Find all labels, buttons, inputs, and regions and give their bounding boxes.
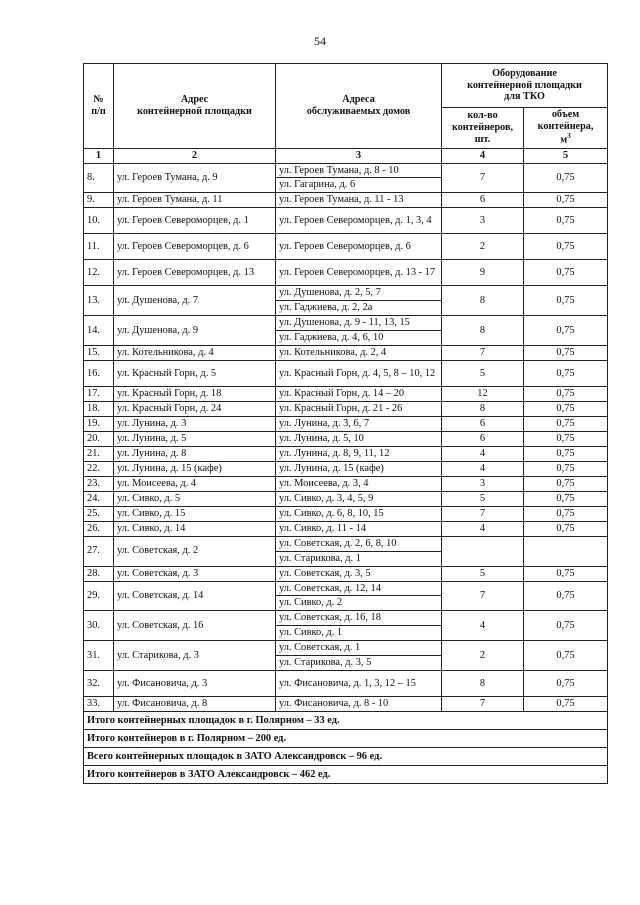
served-house-address: ул. Лунина, д. 5, 10 bbox=[276, 431, 442, 446]
header-served-addresses: Адреса обслуживаемых домов bbox=[276, 64, 442, 149]
served-house-address: ул. Лунина, д. 3, 6, 7 bbox=[276, 417, 442, 432]
container-volume: 0,75 bbox=[524, 581, 608, 611]
served-house-address: ул. Сивко, д. 2 bbox=[276, 596, 442, 611]
served-house-address: ул. Сивко, д. 1 bbox=[276, 626, 442, 641]
container-count: 8 bbox=[442, 286, 524, 316]
container-count: 3 bbox=[442, 476, 524, 491]
table-row bbox=[84, 193, 608, 208]
container-count: 4 bbox=[442, 461, 524, 476]
header-num: № п/п bbox=[84, 64, 114, 149]
served-house-address: ул. Советская, д. 2, 6, 8, 10 bbox=[276, 536, 442, 551]
served-house-address: ул. Советская, д. 12, 14 bbox=[276, 581, 442, 596]
served-house-address: ул. Героев Североморцев, д. 13 - 17 bbox=[276, 260, 442, 286]
row-number: 27. bbox=[84, 536, 114, 566]
container-count: 2 bbox=[442, 641, 524, 671]
row-number: 30. bbox=[84, 611, 114, 641]
served-house-address: ул. Старикова, д. 1 bbox=[276, 551, 442, 566]
summary-row bbox=[84, 766, 608, 784]
container-address: ул. Душенова, д. 9 bbox=[114, 316, 276, 346]
row-number: 11. bbox=[84, 234, 114, 260]
row-number: 21. bbox=[84, 446, 114, 461]
served-house-address: ул. Котельникова, д. 2, 4 bbox=[276, 346, 442, 361]
served-house-address: ул. Сивко, д. 3, 4, 5, 9 bbox=[276, 491, 442, 506]
container-count: 9 bbox=[442, 260, 524, 286]
row-number: 13. bbox=[84, 286, 114, 316]
container-address: ул. Красный Горн, д. 5 bbox=[114, 361, 276, 387]
table-row bbox=[84, 461, 608, 476]
container-address: ул. Советская, д. 2 bbox=[114, 536, 276, 566]
container-address: ул. Героев Тумана, д. 9 bbox=[114, 163, 276, 193]
column-number: 1 bbox=[84, 148, 114, 163]
container-address: ул. Героев Североморцев, д. 13 bbox=[114, 260, 276, 286]
header-count: кол-во контейнеров, шт. bbox=[442, 108, 524, 149]
container-volume: 0,75 bbox=[524, 193, 608, 208]
container-volume: 0,75 bbox=[524, 697, 608, 712]
table-row bbox=[84, 566, 608, 581]
container-volume: 0,75 bbox=[524, 163, 608, 193]
table-row bbox=[84, 671, 608, 697]
container-volume: 0,75 bbox=[524, 446, 608, 461]
served-house-address: ул. Красный Горн, д. 4, 5, 8 – 10, 12 bbox=[276, 361, 442, 387]
container-volume: 0,75 bbox=[524, 387, 608, 402]
container-address: ул. Лунина, д. 5 bbox=[114, 431, 276, 446]
row-number: 25. bbox=[84, 506, 114, 521]
container-count: 8 bbox=[442, 671, 524, 697]
container-address: ул. Красный Горн, д. 24 bbox=[114, 402, 276, 417]
row-number: 24. bbox=[84, 491, 114, 506]
row-number: 10. bbox=[84, 208, 114, 234]
container-volume: 0,75 bbox=[524, 431, 608, 446]
served-house-address: ул. Сивко, д. 11 - 14 bbox=[276, 521, 442, 536]
served-house-address: ул. Лунина, д. 15 (кафе) bbox=[276, 461, 442, 476]
container-count: 8 bbox=[442, 402, 524, 417]
table-row bbox=[84, 506, 608, 521]
container-address: ул. Героев Североморцев, д. 1 bbox=[114, 208, 276, 234]
served-house-address: ул. Сивко, д. 6, 8, 10, 15 bbox=[276, 506, 442, 521]
table-row bbox=[84, 536, 608, 551]
served-house-address: ул. Советская, д. 1 bbox=[276, 641, 442, 656]
container-volume: 0,75 bbox=[524, 234, 608, 260]
volume-superscript: 3 bbox=[567, 132, 571, 141]
container-count: 8 bbox=[442, 316, 524, 346]
row-number: 8. bbox=[84, 163, 114, 193]
served-house-address: ул. Героев Тумана, д. 8 - 10 bbox=[276, 163, 442, 178]
container-address: ул. Героев Североморцев, д. 6 bbox=[114, 234, 276, 260]
served-house-address: ул. Фисановича, д. 8 - 10 bbox=[276, 697, 442, 712]
container-volume: 0,75 bbox=[524, 671, 608, 697]
container-volume: 0,75 bbox=[524, 316, 608, 346]
row-number: 29. bbox=[84, 581, 114, 611]
container-count: 4 bbox=[442, 446, 524, 461]
row-number: 33. bbox=[84, 697, 114, 712]
row-number: 26. bbox=[84, 521, 114, 536]
container-count: 5 bbox=[442, 361, 524, 387]
served-house-address: ул. Старикова, д. 3, 5 bbox=[276, 656, 442, 671]
header-volume: объем контейнера, $м^3$ bbox=[524, 108, 608, 149]
container-address: ул. Моисеева, д. 4 bbox=[114, 476, 276, 491]
row-number: 32. bbox=[84, 671, 114, 697]
table-row bbox=[84, 446, 608, 461]
served-house-address: ул. Лунина, д. 8, 9, 11, 12 bbox=[276, 446, 442, 461]
container-address: ул. Старикова, д. 3 bbox=[114, 641, 276, 671]
container-count: 4 bbox=[442, 521, 524, 536]
served-house-address: ул. Советская, д. 3, 5 bbox=[276, 566, 442, 581]
table-row bbox=[84, 697, 608, 712]
table-row bbox=[84, 402, 608, 417]
container-address: ул. Героев Тумана, д. 11 bbox=[114, 193, 276, 208]
container-count: 3 bbox=[442, 208, 524, 234]
row-number: 23. bbox=[84, 476, 114, 491]
container-count: 12 bbox=[442, 387, 524, 402]
summary-text: Итого контейнеров в ЗАТО Александровск – 462 ед. bbox=[84, 766, 608, 784]
table-row bbox=[84, 163, 608, 178]
container-address: ул. Советская, д. 3 bbox=[114, 566, 276, 581]
container-count: 7 bbox=[442, 581, 524, 611]
container-count: 7 bbox=[442, 163, 524, 193]
served-house-address: ул. Душенова, д. 9 - 11, 13, 15 bbox=[276, 316, 442, 331]
container-count: 7 bbox=[442, 697, 524, 712]
served-house-address: ул. Фисановича, д. 1, 3, 12 – 15 bbox=[276, 671, 442, 697]
table-row bbox=[84, 346, 608, 361]
served-house-address: ул. Советская, д. 16, 18 bbox=[276, 611, 442, 626]
summary-row bbox=[84, 730, 608, 748]
container-volume: 0,75 bbox=[524, 260, 608, 286]
container-volume: 0,75 bbox=[524, 346, 608, 361]
column-number: 3 bbox=[276, 148, 442, 163]
served-house-address: ул. Гаджиева, д. 2, 2а bbox=[276, 301, 442, 316]
container-address: ул. Душенова, д. 7 bbox=[114, 286, 276, 316]
container-volume: 0,75 bbox=[524, 417, 608, 432]
table-row bbox=[84, 417, 608, 432]
row-number: 28. bbox=[84, 566, 114, 581]
container-address: ул. Лунина, д. 3 bbox=[114, 417, 276, 432]
container-volume: 0,75 bbox=[524, 506, 608, 521]
container-count bbox=[442, 536, 524, 566]
container-count: 4 bbox=[442, 611, 524, 641]
table-row bbox=[84, 431, 608, 446]
container-address: ул. Сивко, д. 15 bbox=[114, 506, 276, 521]
summary-text: Итого контейнерных площадок в г. Полярном – 33 ед. bbox=[84, 712, 608, 730]
container-volume: 0,75 bbox=[524, 286, 608, 316]
row-number: 16. bbox=[84, 361, 114, 387]
table-row bbox=[84, 260, 608, 286]
served-house-address: ул. Красный Горн, д. 21 - 26 bbox=[276, 402, 442, 417]
container-count: 6 bbox=[442, 193, 524, 208]
container-volume bbox=[524, 536, 608, 566]
container-count: 5 bbox=[442, 566, 524, 581]
summary-text: Итого контейнеров в г. Полярном – 200 ед. bbox=[84, 730, 608, 748]
row-number: 22. bbox=[84, 461, 114, 476]
container-volume: 0,75 bbox=[524, 208, 608, 234]
container-volume: 0,75 bbox=[524, 611, 608, 641]
row-number: 9. bbox=[84, 193, 114, 208]
container-address: ул. Советская, д. 16 bbox=[114, 611, 276, 641]
container-address: ул. Котельникова, д. 4 bbox=[114, 346, 276, 361]
container-address: ул. Лунина, д. 15 (кафе) bbox=[114, 461, 276, 476]
container-volume: 0,75 bbox=[524, 521, 608, 536]
table-row bbox=[84, 581, 608, 596]
container-address: ул. Красный Горн, д. 18 bbox=[114, 387, 276, 402]
container-volume: 0,75 bbox=[524, 491, 608, 506]
container-address: ул. Фисановича, д. 8 bbox=[114, 697, 276, 712]
container-volume: 0,75 bbox=[524, 361, 608, 387]
row-number: 12. bbox=[84, 260, 114, 286]
container-volume: 0,75 bbox=[524, 402, 608, 417]
container-address: ул. Советская, д. 14 bbox=[114, 581, 276, 611]
container-volume: 0,75 bbox=[524, 641, 608, 671]
row-number: 31. bbox=[84, 641, 114, 671]
container-address: ул. Фисановича, д. 3 bbox=[114, 671, 276, 697]
table-row bbox=[84, 611, 608, 626]
column-number: 2 bbox=[114, 148, 276, 163]
table-row bbox=[84, 387, 608, 402]
summary-row bbox=[84, 748, 608, 766]
row-number: 18. bbox=[84, 402, 114, 417]
container-volume: 0,75 bbox=[524, 566, 608, 581]
row-number: 19. bbox=[84, 417, 114, 432]
table-row bbox=[84, 491, 608, 506]
container-count: 7 bbox=[442, 506, 524, 521]
header-container-address: Адрес контейнерной площадки bbox=[114, 64, 276, 149]
summary-text: Всего контейнерных площадок в ЗАТО Александровск – 96 ед. bbox=[84, 748, 608, 766]
row-number: 17. bbox=[84, 387, 114, 402]
served-house-address: ул. Душенова, д. 2, 5, 7 bbox=[276, 286, 442, 301]
table-row bbox=[84, 234, 608, 260]
column-number: 4 bbox=[442, 148, 524, 163]
served-house-address: ул. Гаджиева, д. 4, 6, 10 bbox=[276, 331, 442, 346]
served-house-address: ул. Героев Североморцев, д. 1, 3, 4 bbox=[276, 208, 442, 234]
header-equipment: Оборудование контейнерной площадки для ТКО bbox=[442, 64, 608, 108]
served-house-address: ул. Героев Тумана, д. 11 - 13 bbox=[276, 193, 442, 208]
summary-row bbox=[84, 712, 608, 730]
row-number: 20. bbox=[84, 431, 114, 446]
container-address: ул. Сивко, д. 14 bbox=[114, 521, 276, 536]
table-row bbox=[84, 476, 608, 491]
column-number-row bbox=[84, 148, 608, 163]
container-volume: 0,75 bbox=[524, 476, 608, 491]
served-house-address: ул. Красный Горн, д. 14 – 20 bbox=[276, 387, 442, 402]
container-count: 2 bbox=[442, 234, 524, 260]
table-row bbox=[84, 286, 608, 301]
table-row bbox=[84, 361, 608, 387]
container-count: 7 bbox=[442, 346, 524, 361]
container-address: ул. Лунина, д. 8 bbox=[114, 446, 276, 461]
container-sites-table bbox=[83, 63, 608, 784]
table-row bbox=[84, 316, 608, 331]
container-count: 5 bbox=[442, 491, 524, 506]
served-house-address: ул. Моисеева, д. 3, 4 bbox=[276, 476, 442, 491]
table-row bbox=[84, 641, 608, 656]
table-row bbox=[84, 521, 608, 536]
container-volume: 0,75 bbox=[524, 461, 608, 476]
container-count: 6 bbox=[442, 417, 524, 432]
table-row bbox=[84, 208, 608, 234]
container-count: 6 bbox=[442, 431, 524, 446]
column-number: 5 bbox=[524, 148, 608, 163]
served-house-address: ул. Героев Североморцев, д. 6 bbox=[276, 234, 442, 260]
container-address: ул. Сивко, д. 5 bbox=[114, 491, 276, 506]
page-number: 54 bbox=[314, 34, 326, 48]
row-number: 14. bbox=[84, 316, 114, 346]
row-number: 15. bbox=[84, 346, 114, 361]
served-house-address: ул. Гагарина, д. 6 bbox=[276, 178, 442, 193]
